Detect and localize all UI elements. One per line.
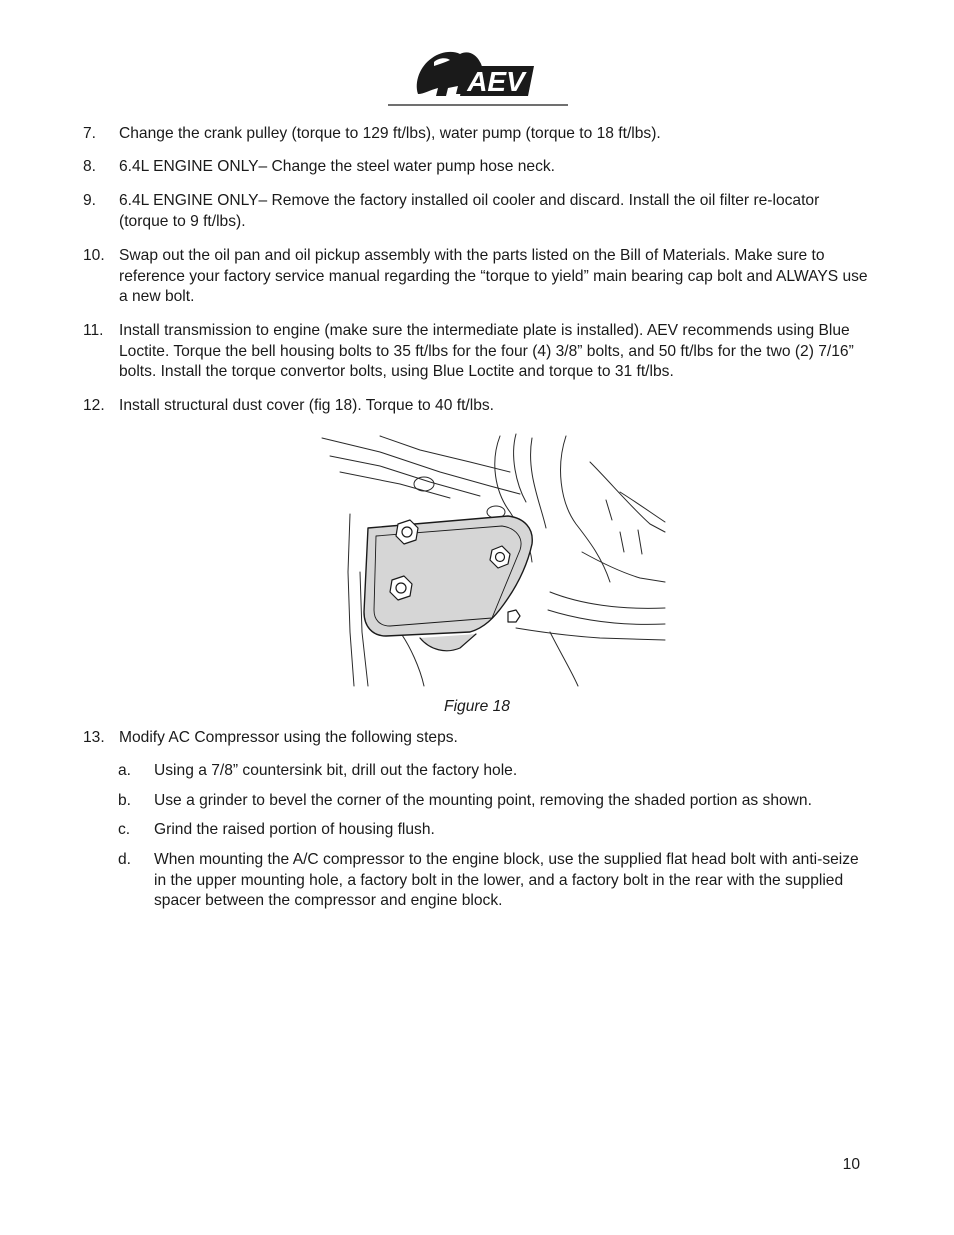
figure-18-illustration bbox=[320, 432, 670, 688]
step-text: Modify AC Compressor using the following steps. bbox=[119, 729, 458, 746]
substep-letter: c. bbox=[118, 821, 131, 838]
aev-logo bbox=[388, 44, 568, 110]
substep-text: Grind the raised portion of housing flush. bbox=[154, 821, 435, 838]
substep-text: Use a grinder to bevel the corner of the mounting point, removing the shaded portion as shown. bbox=[154, 792, 812, 809]
substep-text: When mounting the A/C compressor to the engine block, use the supplied flat head bolt with anti-seize in the upper mounting hole, a factory bolt in the lower, and a factory bolt in the rear with the supplied spacer between the compressor and engine block. bbox=[154, 851, 859, 910]
step-number: 13. bbox=[83, 729, 105, 746]
substep-text: Using a 7/8” countersink bit, drill out the factory hole. bbox=[154, 762, 518, 779]
step-text: 6.4L ENGINE ONLY– Remove the factory installed oil cooler and discard. Install the oil filter re-locator (torque to 9 ft/lbs). bbox=[119, 192, 820, 230]
page-number: 10 bbox=[842, 1156, 860, 1173]
step-text: Change the crank pulley (torque to 129 ft/lbs), water pump (torque to 18 ft/lbs). bbox=[119, 125, 661, 142]
step-number: 10. bbox=[83, 247, 105, 264]
step-number: 12. bbox=[83, 397, 105, 414]
step-number: 8. bbox=[83, 158, 97, 175]
step-number: 9. bbox=[83, 192, 97, 209]
step-text: 6.4L ENGINE ONLY– Change the steel water pump hose neck. bbox=[119, 158, 555, 175]
substep-letter: a. bbox=[118, 762, 132, 779]
step-text: Install structural dust cover (fig 18). Torque to 40 ft/lbs. bbox=[119, 397, 495, 414]
step-number: 11. bbox=[83, 322, 104, 339]
substep-letter: b. bbox=[118, 792, 132, 809]
logo-text: AEV bbox=[467, 66, 525, 97]
step-text: Install transmission to engine (make sure the intermediate plate is installed). AEV recommends using Blue Loctite. Torque the bell housing bolts to 35 ft/lbs for the four (4) 3/8” bolts, and 50 ft/lbs for the two (2) 7/16” bolts. Install the torque convertor bolts, using Blue Loctite and torque to 31 ft/lbs. bbox=[119, 322, 854, 381]
substep-letter: d. bbox=[118, 851, 132, 868]
step-text: Swap out the oil pan and oil pickup assembly with the parts listed on the Bill of Materials. Make sure to reference your factory service manual regarding the “torque to yield” main bearing cap bolt and ALWAYS use a new bolt. bbox=[119, 247, 868, 306]
step-number: 7. bbox=[83, 125, 97, 142]
figure-caption: Figure 18 bbox=[444, 698, 510, 715]
